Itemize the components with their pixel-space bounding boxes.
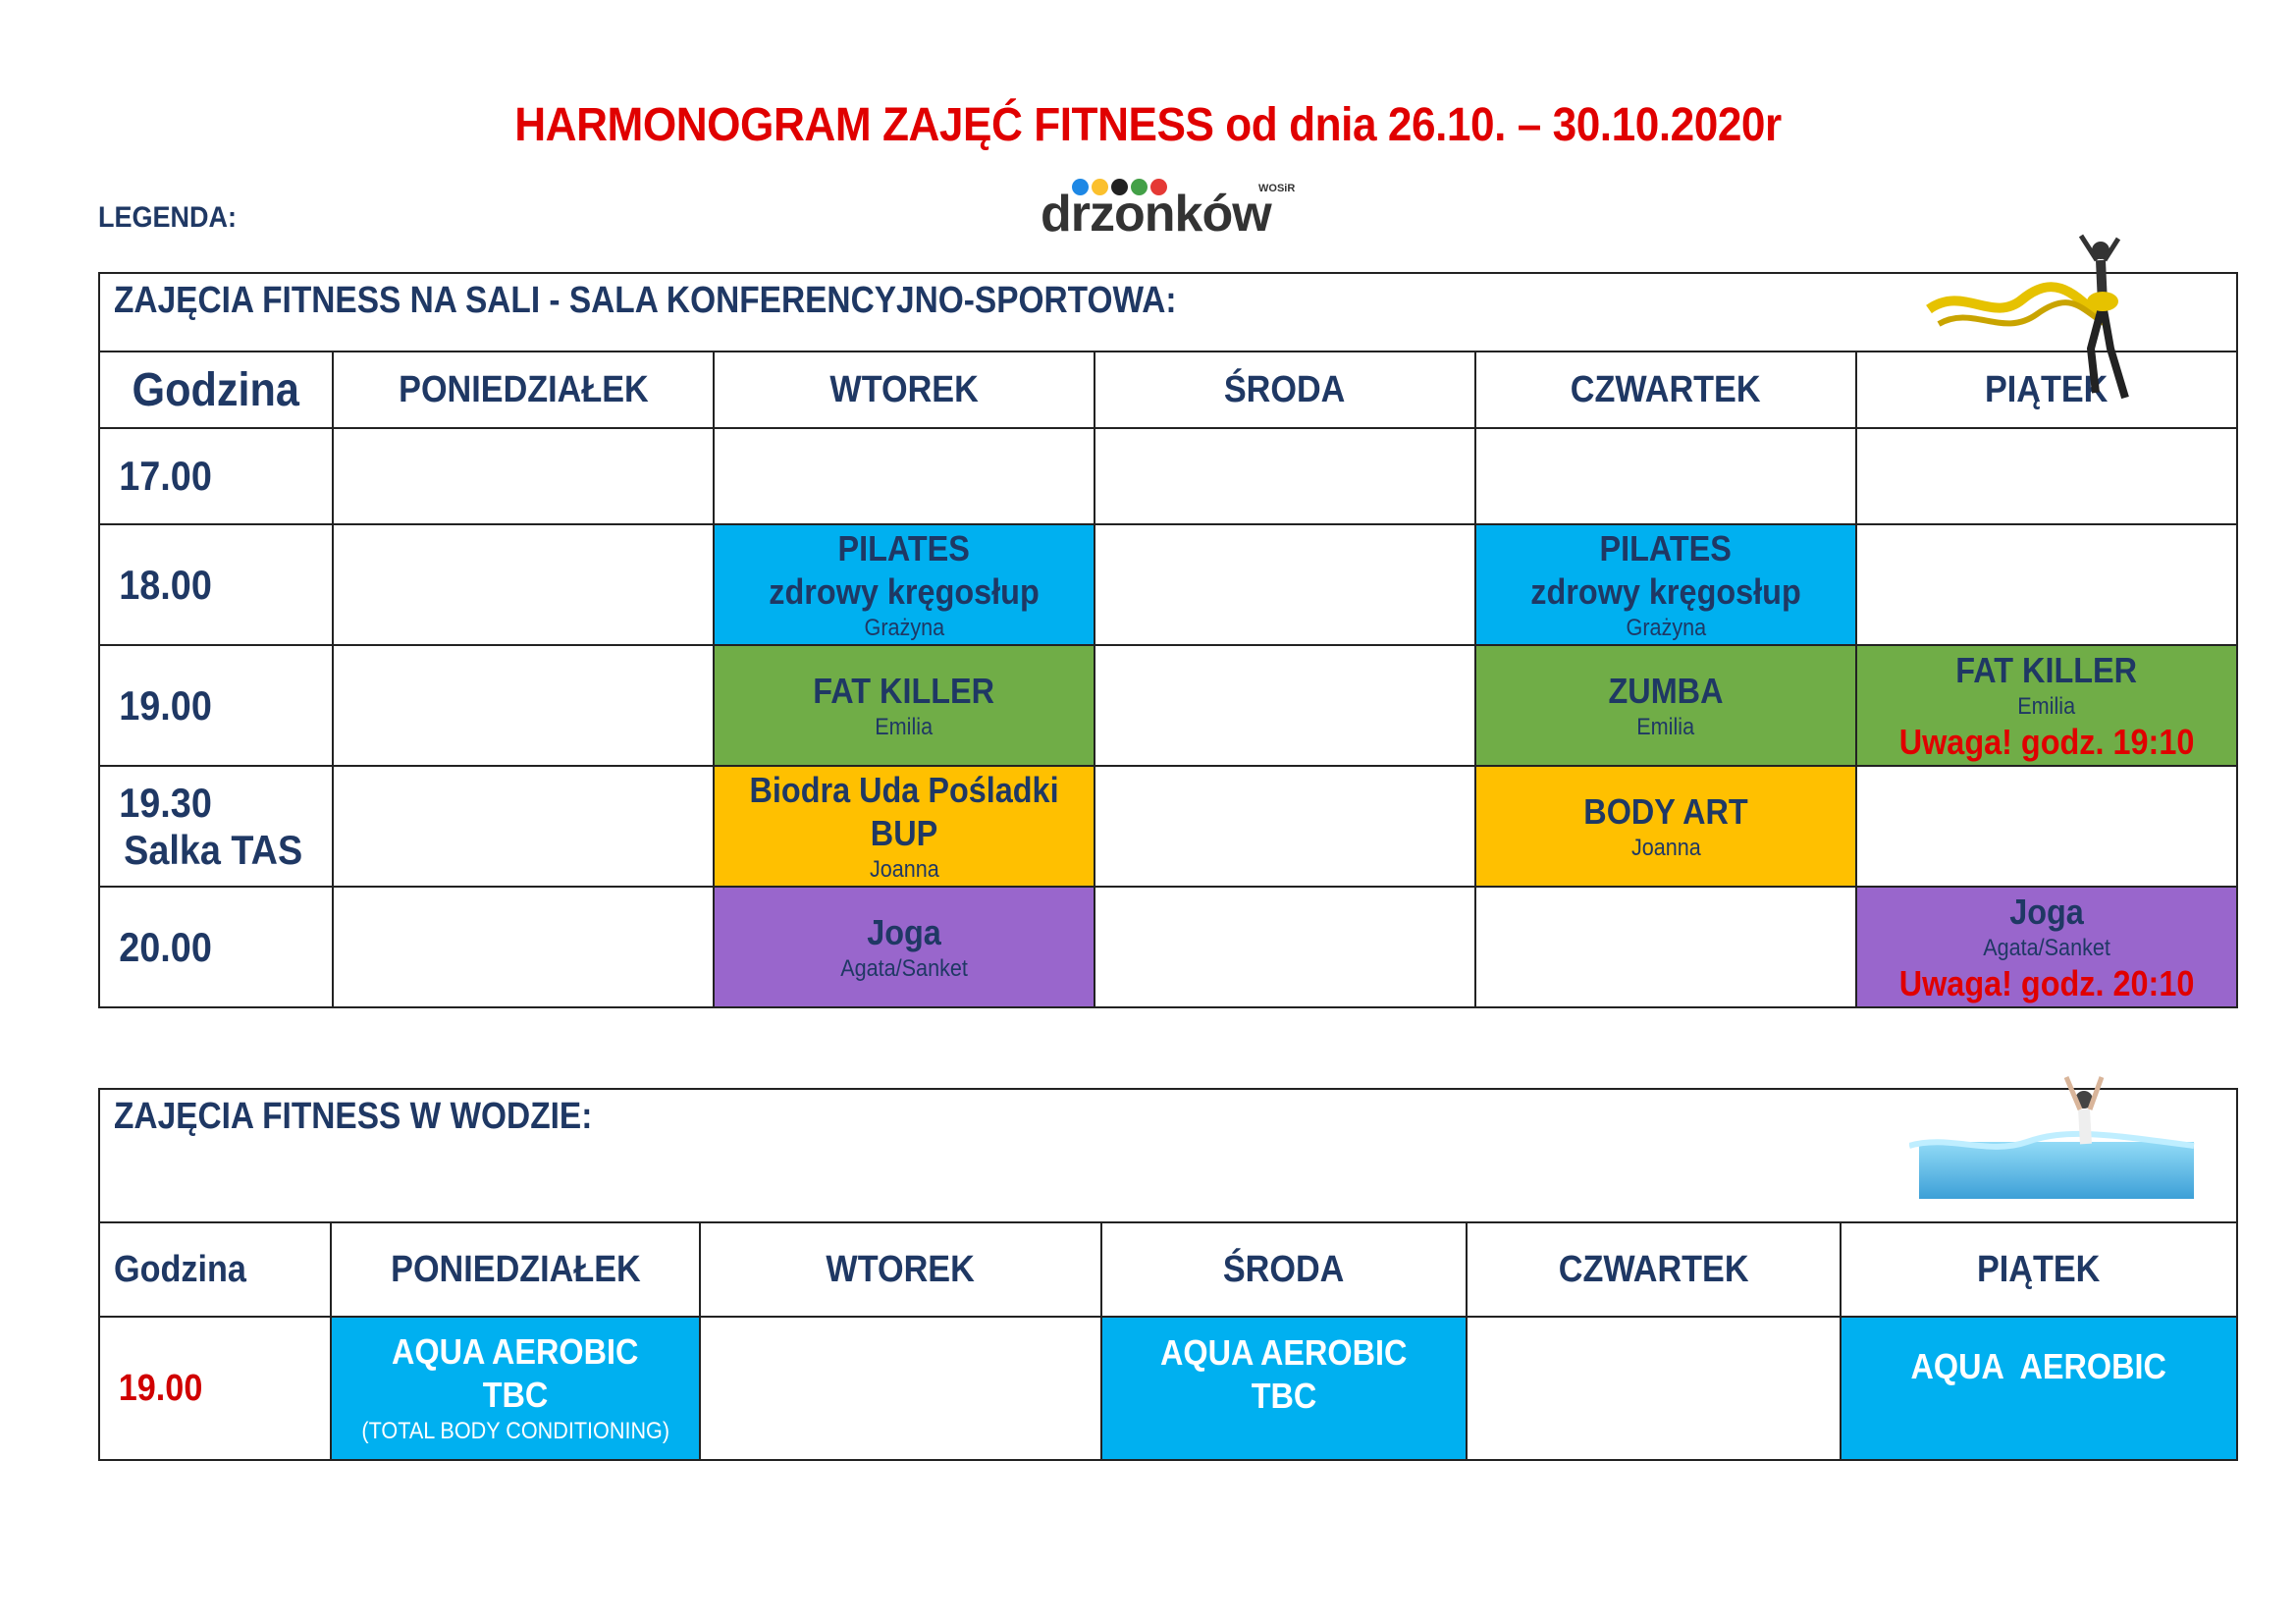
pool-hour-header: Godzina: [99, 1222, 331, 1317]
drzonkow-logo: [1041, 175, 1296, 243]
class-cell-aqua-wed: [1101, 1317, 1467, 1460]
empty-cell: [1467, 1317, 1841, 1460]
trainer-name: Agata/Sanket: [1983, 934, 2110, 961]
pool-day-mon: PONIEDZIAŁEK: [331, 1222, 700, 1317]
gym-day-tue: WTOREK: [714, 352, 1095, 428]
time-cell: 17.00: [99, 428, 333, 524]
class-description: (TOTAL BODY CONDITIONING): [361, 1418, 669, 1444]
time-cell: 19.00: [99, 645, 333, 766]
empty-cell: [1095, 766, 1475, 887]
class-cell-bup-tue: [714, 766, 1095, 887]
gym-day-fri: PIĄTEK: [1856, 352, 2237, 428]
class-cell-zumba-thu: [1475, 645, 1856, 766]
class-name: Joga: [867, 911, 941, 952]
gym-day-mon: PONIEDZIAŁEK: [333, 352, 714, 428]
gym-section-heading: ZAJĘCIA FITNESS NA SALI - SALA KONFERENCYJNO-SPORTOWA:: [99, 273, 2237, 352]
swimmer-water-illustration: [1909, 1065, 2204, 1213]
logo-word: drzonków: [1041, 186, 1271, 243]
class-cell-aqua-mon: [331, 1317, 700, 1460]
logo-sub: WOSiR: [1258, 183, 1296, 194]
empty-cell: [333, 645, 714, 766]
class-name: Joga: [2009, 891, 2084, 932]
empty-cell: [1856, 766, 2237, 887]
time-cell: 19.30 Salka TAS: [99, 766, 333, 887]
class-name-2: zdrowy kręgosłup: [1530, 570, 1801, 612]
time-cell: 18.00: [99, 524, 333, 645]
pool-day-tue: WTOREK: [700, 1222, 1101, 1317]
class-cell-aqua-fri: [1841, 1317, 2237, 1460]
gym-schedule-table: [98, 272, 2238, 1008]
table-row: [99, 887, 2237, 1007]
empty-cell: [700, 1317, 1101, 1460]
empty-cell: [333, 524, 714, 645]
trainer-name: Emilia: [1636, 713, 1695, 740]
trainer-name: Emilia: [875, 713, 934, 740]
table-row: [99, 1317, 2237, 1460]
empty-cell: [1095, 645, 1475, 766]
class-name: AQUA AEROBIC: [392, 1331, 639, 1372]
trainer-name: Grażyna: [1626, 614, 1706, 641]
empty-cell: [333, 428, 714, 524]
empty-cell: [714, 428, 1095, 524]
class-name: PILATES: [837, 527, 971, 568]
class-name-2: TBC: [1251, 1376, 1317, 1416]
page-title: HARMONOGRAM ZAJĘĆ FITNESS od dnia 26.10. – 30.10.2020r: [514, 99, 1782, 151]
pool-day-wed: ŚRODA: [1101, 1222, 1467, 1317]
class-name-2: TBC: [482, 1375, 549, 1415]
class-cell-joga-tue: [714, 887, 1095, 1007]
trainer-name: Agata/Sanket: [840, 954, 968, 982]
class-name: BODY ART: [1583, 790, 1748, 832]
table-row: [99, 766, 2237, 887]
empty-cell: [1095, 428, 1475, 524]
legend-label: LEGENDA:: [98, 201, 238, 234]
table-row: [99, 428, 2237, 524]
empty-cell: [1095, 524, 1475, 645]
class-name: AQUA AEROBIC: [1910, 1346, 2167, 1386]
empty-cell: [1856, 524, 2237, 645]
class-name: PILATES: [1599, 527, 1733, 568]
class-name: FAT KILLER: [1955, 649, 2138, 690]
empty-cell: [1475, 887, 1856, 1007]
pool-section-heading: ZAJĘCIA FITNESS W WODZIE:: [99, 1089, 2237, 1222]
gym-day-thu: CZWARTEK: [1475, 352, 1856, 428]
pool-day-fri: PIĄTEK: [1841, 1222, 2237, 1317]
trainer-name: Joanna: [869, 855, 939, 883]
class-cell-fatkiller-tue: [714, 645, 1095, 766]
time-change-note: Uwaga! godz. 20:10: [1898, 962, 2195, 1003]
table-row: [99, 524, 2237, 645]
class-name: Biodra Uda Pośladki: [749, 769, 1059, 810]
gym-hour-header: Godzina: [99, 352, 333, 428]
dancer-tape-illustration: [1924, 231, 2179, 407]
class-name-2: zdrowy kręgosłup: [769, 570, 1040, 612]
trainer-name: Grażyna: [864, 614, 944, 641]
time-cell: 19.00: [99, 1317, 331, 1460]
empty-cell: [1856, 428, 2237, 524]
time-cell: 20.00: [99, 887, 333, 1007]
time-change-note: Uwaga! godz. 19:10: [1898, 721, 2195, 762]
gym-day-wed: ŚRODA: [1095, 352, 1475, 428]
pool-day-thu: CZWARTEK: [1467, 1222, 1841, 1317]
trainer-name: Emilia: [2017, 692, 2076, 720]
class-cell-pilates-thu: [1475, 524, 1856, 645]
empty-cell: [1095, 887, 1475, 1007]
class-cell-fatkiller-fri: [1856, 645, 2237, 766]
class-cell-bodyart-thu: [1475, 766, 1856, 887]
room-label: Salka TAS: [124, 826, 303, 873]
class-name: AQUA AEROBIC: [1160, 1332, 1408, 1373]
empty-cell: [333, 887, 714, 1007]
class-name: ZUMBA: [1608, 670, 1724, 711]
class-name-2: BUP: [870, 812, 938, 853]
trainer-name: Joanna: [1630, 834, 1701, 861]
empty-cell: [333, 766, 714, 887]
class-name: FAT KILLER: [813, 670, 995, 711]
class-cell-pilates-tue: [714, 524, 1095, 645]
table-row: [99, 645, 2237, 766]
class-cell-joga-fri: [1856, 887, 2237, 1007]
empty-cell: [1475, 428, 1856, 524]
